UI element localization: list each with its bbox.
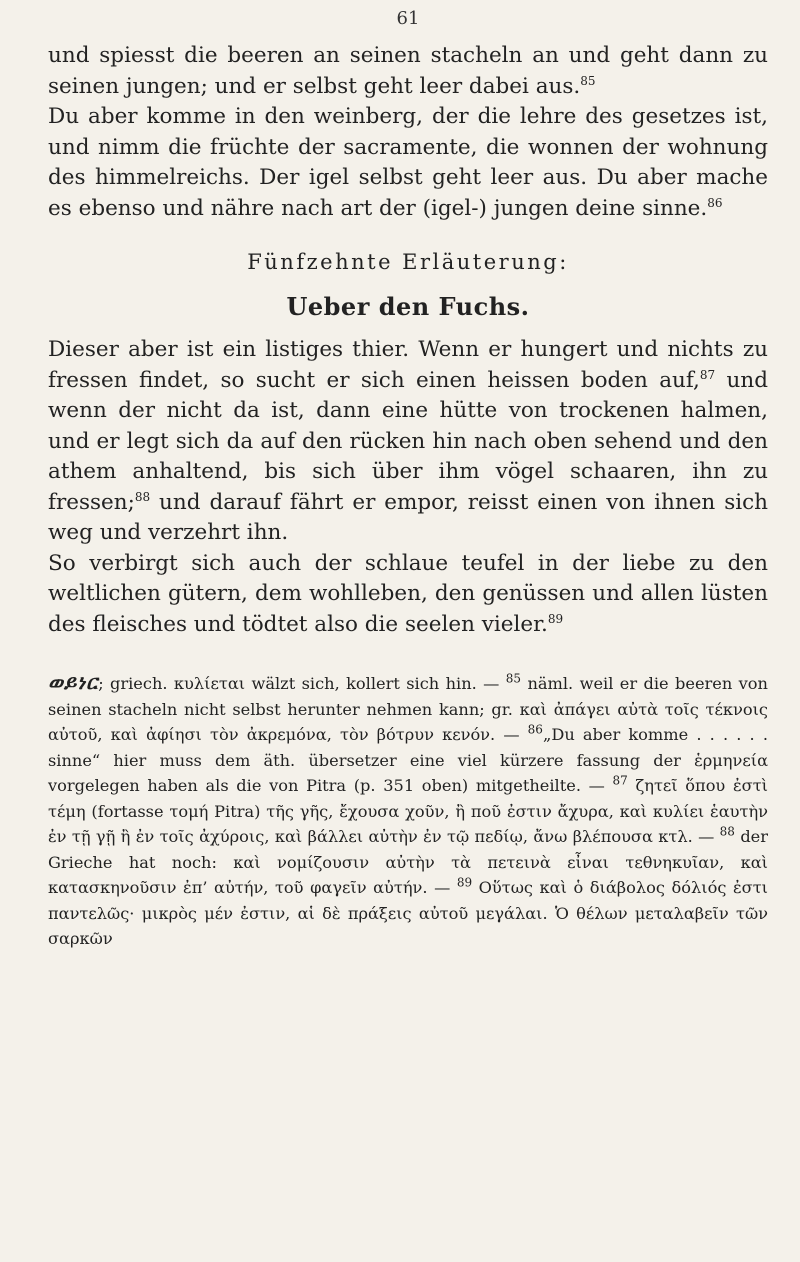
- footnote-number: 85: [505, 671, 522, 686]
- footnote-ref: 89: [547, 611, 564, 626]
- page-number: 61: [396, 8, 420, 29]
- footnote-number: 87: [612, 773, 628, 788]
- paragraph-igel-2: [48, 102, 768, 224]
- footnote-85: näml. weil er die beeren von seinen stacheln nicht selbst herunter nehmen kann; gr. καὶ ἀπάγει αὐτὰ τοῖς τέκνοις αὐτοῦ, καὶ ἀφίησι τὸν ἀκρεμόνα, τὸν βότρυν κενόν. —: [48, 674, 768, 744]
- footnote-ref: 85: [580, 73, 596, 88]
- footnote-86: „Du aber komme . . . . . . sinne“ hier muss dem äth. übersetzer eine viel kürzere fassung der ἑρμηνεία vorgelegen haben als die von Pitra (p. 351 oben) mitgetheilte. —: [48, 725, 768, 795]
- paragraph-fuchs-1: [48, 335, 768, 549]
- footnote-ref: 87: [699, 367, 716, 382]
- text-span: Du aber komme in den weinberg, der die lehre des gesetzes ist, und nimm die früchte der sacramente, die wonnen der wohnung des himmelreichs. Der igel selbst geht leer aus. Du aber mache es ebenso und nähre nach art der (igel-) jungen deine sinne.: [48, 104, 768, 221]
- text-span: So verbirgt sich auch der schlaue teufel in der liebe zu den weltlichen gütern, dem wohlleben, den genüssen und allen lüsten des fleisches und tödtet also die seelen vieler.: [48, 550, 768, 637]
- footnote-89: Οὕτως καὶ ὁ διάβολος δόλιός ἐστι παντελῶς· μικρὸς μέν ἐστιν, αἱ δὲ πράξεις αὐτοῦ μεγάλαι. Ὁ θέλων μεταλαβεῖν τῶν σαρκῶν: [48, 878, 768, 948]
- text-span: Dieser aber ist ein listiges thier. Wenn er hungert und nichts zu fressen findet, so sucht er sich einen heissen boden auf,: [48, 337, 768, 393]
- ethiopic-word: ወይነር: [48, 670, 99, 694]
- text-span: und spiesst die beeren an seinen stacheln an und geht dann zu seinen jungen; und er selbst geht leer dabei aus.: [48, 43, 768, 99]
- footnote-84: ; griech. κυλίεται wälzt sich, kollert sich hin. —: [98, 674, 500, 693]
- top-text-block: [48, 41, 768, 224]
- main-text-block: [48, 335, 768, 640]
- footnotes-block: [48, 670, 768, 952]
- footnote-88: der Grieche hat noch: καὶ νομίζουσιν αὐτὴν τὰ πετεινὰ εἶναι τεθνηκυῖαν, καὶ κατασκηνοῦσιν ἐπ’ αὐτήν, τοῦ φαγεῖν αὐτήν. —: [48, 827, 768, 897]
- footnote-ref: 88: [134, 489, 151, 504]
- paragraph-igel-1: [48, 41, 768, 102]
- text-span: und darauf fährt er empor, reisst einen von ihnen sich weg und verzehrt ihn.: [48, 489, 768, 545]
- text-span: und wenn der nicht da ist, dann eine hütte von trockenen halmen, und er legt sich da auf den rücken hin nach oben sehend und den athem anhaltend, bis sich über ihm vögel schaaren, ihn zu fressen;: [48, 367, 768, 515]
- book-page: [48, 8, 768, 952]
- section-heading: Fünfzehnte Erläuterung:: [247, 250, 569, 274]
- footnote-ref: 86: [707, 195, 723, 210]
- footnote-87: ζητεῖ ὅπου ἐστὶ τέμη (fortasse τομή Pitra) τῆς γῆς, ἔχουσα χοῦν, ἢ ποῦ ἐστιν ἄχυρα, καὶ κυλίει ἑαυτὴν ἐν τῇ γῇ ἢ ἐν τοῖς ἀχύροις, καὶ βάλλει αὐτὴν ἐν τῷ πεδίῳ, ἄνω βλέπουσα κτλ. —: [48, 776, 768, 846]
- footnote-number: 89: [456, 875, 473, 890]
- section-subheading: Ueber den Fuchs.: [286, 292, 530, 321]
- paragraph-fuchs-2: [48, 549, 768, 641]
- footnote-number: 88: [719, 824, 735, 839]
- footnote-number: 86: [527, 722, 543, 737]
